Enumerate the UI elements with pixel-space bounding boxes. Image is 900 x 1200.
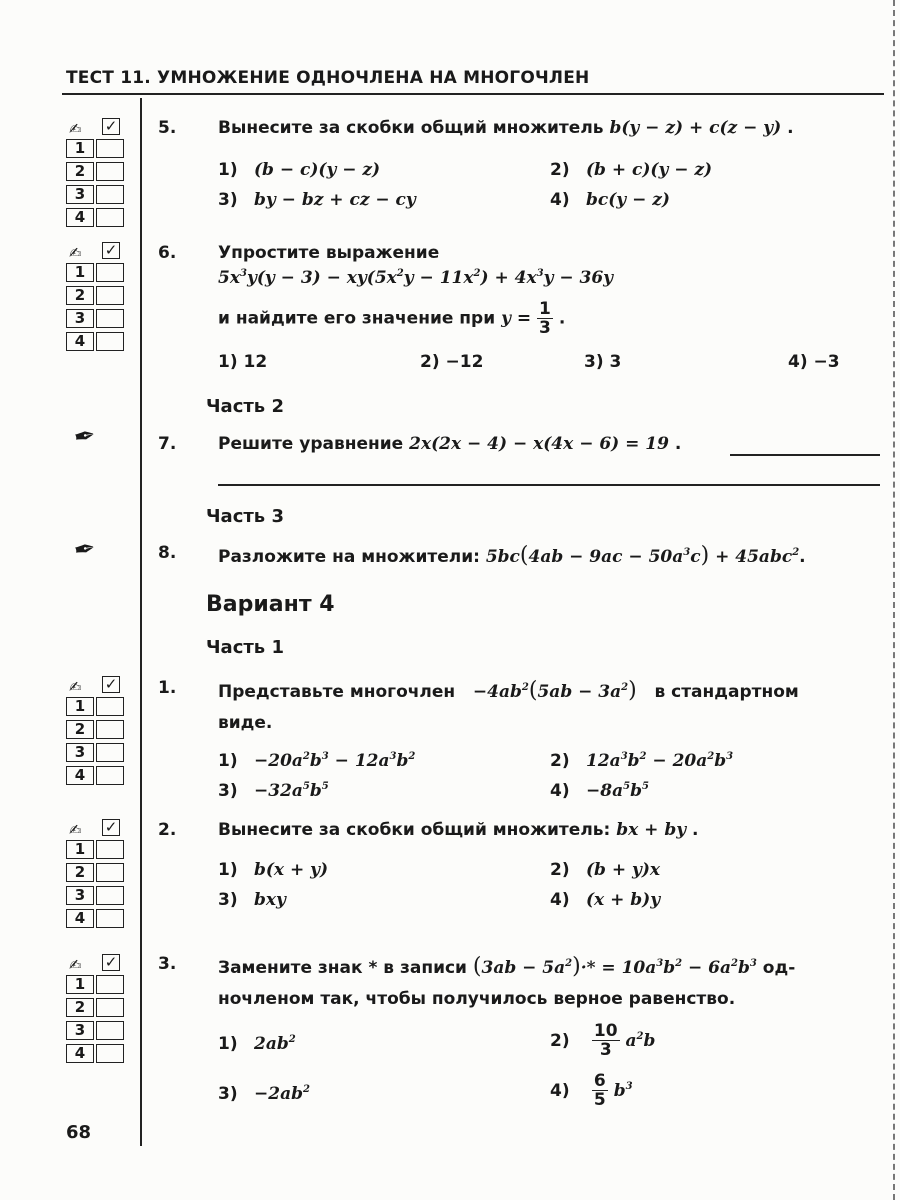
- prompt-text: Вынесите за скобки общий множитель:: [218, 820, 611, 840]
- answer-cell-1[interactable]: [96, 139, 124, 158]
- option-number: 4): [550, 1080, 570, 1101]
- math-variable: y: [501, 308, 511, 329]
- option-3[interactable]: [218, 190, 416, 210]
- option-number: 3): [218, 890, 238, 910]
- variant-heading: Вариант 4: [206, 592, 335, 617]
- answer-label: 2: [66, 162, 94, 181]
- math-expression: 2x(2x − 4) − x(4x − 6) = 19: [409, 434, 669, 454]
- fraction-denominator: 5: [593, 1090, 606, 1110]
- answer-cell-2[interactable]: [96, 720, 124, 739]
- option-number: 1): [218, 860, 238, 880]
- fraction-denominator: 3: [539, 318, 551, 338]
- option-1[interactable]: 1) 12: [218, 352, 268, 372]
- answer-label: 4: [66, 1044, 94, 1063]
- option-3[interactable]: [218, 781, 329, 801]
- answer-label: 4: [66, 909, 94, 928]
- prompt-text: од-: [762, 958, 796, 978]
- answer-label: 3: [66, 886, 94, 905]
- answer-cell-3[interactable]: [96, 185, 124, 204]
- question-number: 8.: [158, 543, 177, 563]
- option-3[interactable]: 3) 3: [584, 352, 622, 372]
- question-number: 1.: [158, 678, 177, 698]
- answer-cell-2[interactable]: [96, 162, 124, 181]
- option-value: $2ab^2$: [254, 1034, 296, 1054]
- answer-label: 2: [66, 286, 94, 305]
- prompt-end: .: [692, 820, 699, 840]
- check-icon: ✓: [102, 954, 120, 971]
- question-prompt: [218, 954, 795, 979]
- answer-cell-4[interactable]: [96, 1044, 124, 1063]
- option-number: 3): [218, 190, 238, 210]
- math-expression: bx + by: [616, 820, 687, 840]
- option-number: 2): [550, 1030, 570, 1051]
- option-number: 2): [550, 160, 570, 180]
- option-number: 4): [550, 190, 570, 210]
- answer-box-q5: [66, 117, 128, 229]
- answer-box-q1: [66, 675, 128, 787]
- option-number: 3): [218, 1084, 238, 1104]
- answer-cell-3[interactable]: [96, 1021, 124, 1040]
- cut-line: [893, 0, 895, 1200]
- answer-cell-1[interactable]: [96, 975, 124, 994]
- prompt-text: Разложите на множители:: [218, 547, 480, 567]
- answer-label: 3: [66, 1021, 94, 1040]
- fraction: [537, 300, 553, 337]
- answer-label: 1: [66, 975, 94, 994]
- prompt-end: .: [674, 434, 682, 454]
- option-4[interactable]: [550, 890, 660, 910]
- page-number: 68: [66, 1122, 92, 1143]
- prompt-text: и найдите его значение при: [218, 308, 496, 329]
- answer-line[interactable]: [730, 454, 880, 456]
- option-2[interactable]: [550, 751, 733, 771]
- question-prompt: [218, 678, 882, 703]
- section-heading: Часть 1: [206, 637, 284, 658]
- option-number: 2): [550, 751, 570, 771]
- option-value: $a^2b$: [625, 1030, 656, 1051]
- prompt-end: .: [558, 308, 566, 329]
- prompt-text: Решите уравнение: [218, 434, 404, 454]
- option-1[interactable]: [218, 160, 380, 180]
- answer-cell-4[interactable]: [96, 909, 124, 928]
- math-expression: $5x^3y(y - 3) - xy(5x^2y - 11x^2) + 4x^3y - 36y$: [218, 268, 614, 288]
- math-expression: $-4ab^2(5ab - 3a^2)$: [472, 678, 637, 703]
- fraction-numerator: 1: [539, 299, 551, 319]
- answer-cell-1[interactable]: [96, 263, 124, 282]
- option-number: 2): [550, 860, 570, 880]
- option-3[interactable]: [218, 1084, 310, 1104]
- pen-icon: ✍: [69, 244, 82, 262]
- option-value: b(x + y): [254, 860, 329, 880]
- question-number: 2.: [158, 820, 177, 840]
- prompt-end: .: [787, 118, 794, 138]
- answer-box-q3: [66, 953, 128, 1065]
- question-prompt: [218, 820, 699, 840]
- option-number: 4): [550, 890, 570, 910]
- option-value: bc(y − z): [586, 190, 670, 210]
- math-expression: $5bc(4ab - 9ac - 50a^3c) + 45abc^2$: [485, 543, 800, 568]
- option-2[interactable]: [550, 1022, 655, 1059]
- fraction: [592, 1072, 608, 1109]
- option-number: 1): [218, 160, 238, 180]
- answer-cell-2[interactable]: [96, 863, 124, 882]
- option-4[interactable]: [550, 1072, 633, 1109]
- answer-cell-1[interactable]: [96, 840, 124, 859]
- answer-label: 1: [66, 840, 94, 859]
- fraction: [592, 1022, 620, 1059]
- option-number: 4): [550, 781, 570, 801]
- answer-label: 4: [66, 766, 94, 785]
- option-1[interactable]: [218, 751, 415, 771]
- answer-line[interactable]: [218, 484, 880, 486]
- answer-cell-3[interactable]: [96, 309, 124, 328]
- option-2[interactable]: [550, 860, 660, 880]
- answer-label: 4: [66, 208, 94, 227]
- check-icon: ✓: [102, 118, 120, 135]
- pen-icon: ✍: [69, 120, 82, 138]
- answer-cell-1[interactable]: [96, 697, 124, 716]
- question-prompt: [218, 118, 794, 138]
- margin-rule: [140, 98, 142, 1146]
- option-4[interactable]: 4) −3: [788, 352, 840, 372]
- answer-cell-2[interactable]: [96, 998, 124, 1017]
- option-number: 1): [218, 751, 238, 771]
- option-value: by − bz + cz − cy: [254, 190, 416, 210]
- math-operator: =: [516, 308, 532, 329]
- option-number: 3): [218, 781, 238, 801]
- section-heading: Часть 2: [206, 396, 284, 417]
- option-2[interactable]: 2) −12: [420, 352, 484, 372]
- option-value: $-20a^2b^3 - 12a^3b^2$: [254, 751, 416, 771]
- answer-cell-3[interactable]: [96, 886, 124, 905]
- answer-label: 2: [66, 998, 94, 1017]
- question-number: 6.: [158, 243, 177, 263]
- answer-label: 1: [66, 263, 94, 282]
- option-2[interactable]: [550, 160, 712, 180]
- answer-label: 2: [66, 720, 94, 739]
- option-value: $-32a^5b^5$: [254, 781, 329, 801]
- option-value: $b^3$: [613, 1080, 633, 1101]
- option-value: $12a^3b^2 - 20a^2b^3$: [586, 751, 734, 771]
- check-icon: ✓: [102, 242, 120, 259]
- option-4[interactable]: [550, 781, 649, 801]
- pen-icon: ✍: [69, 821, 82, 839]
- question-number: 5.: [158, 118, 177, 138]
- option-value: (x + b)y: [586, 890, 661, 910]
- answer-label: 1: [66, 139, 94, 158]
- option-4[interactable]: [550, 190, 670, 210]
- check-icon: ✓: [102, 819, 120, 836]
- question-prompt: Разложите на множители: $5bc(4ab - 9ac - 50a^3c) + 45abc^2$.: [218, 543, 806, 568]
- check-icon: ✓: [102, 676, 120, 693]
- section-heading: Часть 3: [206, 506, 284, 527]
- answer-box-q6: [66, 241, 128, 353]
- answer-label: 3: [66, 309, 94, 328]
- answer-cell-4[interactable]: [96, 208, 124, 227]
- math-expression: $(3ab - 5a^2)\cdot* = 10a^3b^2 - 6a^2b^3$: [472, 954, 757, 979]
- option-3[interactable]: [218, 890, 286, 910]
- option-value: (b − c)(y − z): [254, 160, 381, 180]
- answer-label: 4: [66, 332, 94, 351]
- pen-icon: ✍: [69, 678, 82, 696]
- math-expression: b(y − z) + c(z − y): [609, 118, 782, 138]
- prompt-text: Вынесите за скобки общий множитель: [218, 118, 604, 138]
- question-line: [218, 300, 565, 344]
- answer-box-q2: [66, 818, 128, 930]
- option-value: (b + c)(y − z): [586, 160, 713, 180]
- option-number: 1): [218, 1034, 238, 1054]
- option-value: (b + y)x: [586, 860, 661, 880]
- option-value: $-8a^5b^5$: [586, 781, 649, 801]
- question-number: 7.: [158, 434, 177, 454]
- header-rule: [62, 93, 884, 95]
- answer-cell-4[interactable]: [96, 332, 124, 351]
- prompt-text: в стандартном: [654, 682, 799, 702]
- answer-cell-3[interactable]: [96, 743, 124, 762]
- fraction-numerator: 6: [593, 1071, 606, 1091]
- answer-cell-4[interactable]: [96, 766, 124, 785]
- question-number: 3.: [158, 954, 177, 974]
- question-line: ночленом так, чтобы получилось верное равенство.: [218, 989, 736, 1009]
- answer-cell-2[interactable]: [96, 286, 124, 305]
- question-line: Упростите выражение: [218, 243, 440, 263]
- fountain-pen-icon: ✒: [71, 533, 99, 567]
- pen-icon: ✍: [69, 956, 82, 974]
- option-value: bxy: [254, 890, 286, 910]
- answer-label: 2: [66, 863, 94, 882]
- prompt-text: Представьте многочлен: [218, 682, 456, 702]
- answer-label: 3: [66, 743, 94, 762]
- fountain-pen-icon: ✒: [71, 420, 99, 454]
- answer-label: 1: [66, 697, 94, 716]
- fraction-numerator: 10: [593, 1021, 618, 1041]
- question-line: виде.: [218, 713, 273, 733]
- answer-label: 3: [66, 185, 94, 204]
- question-prompt: [218, 434, 681, 454]
- prompt-text: Замените знак * в записи: [218, 958, 467, 978]
- fraction-denominator: 3: [599, 1040, 612, 1060]
- option-value: $-2ab^2$: [254, 1084, 310, 1104]
- page-header-title: ТЕСТ 11. УМНОЖЕНИЕ ОДНОЧЛЕНА НА МНОГОЧЛЕН: [66, 68, 590, 88]
- option-1[interactable]: [218, 860, 328, 880]
- option-1[interactable]: [218, 1034, 296, 1054]
